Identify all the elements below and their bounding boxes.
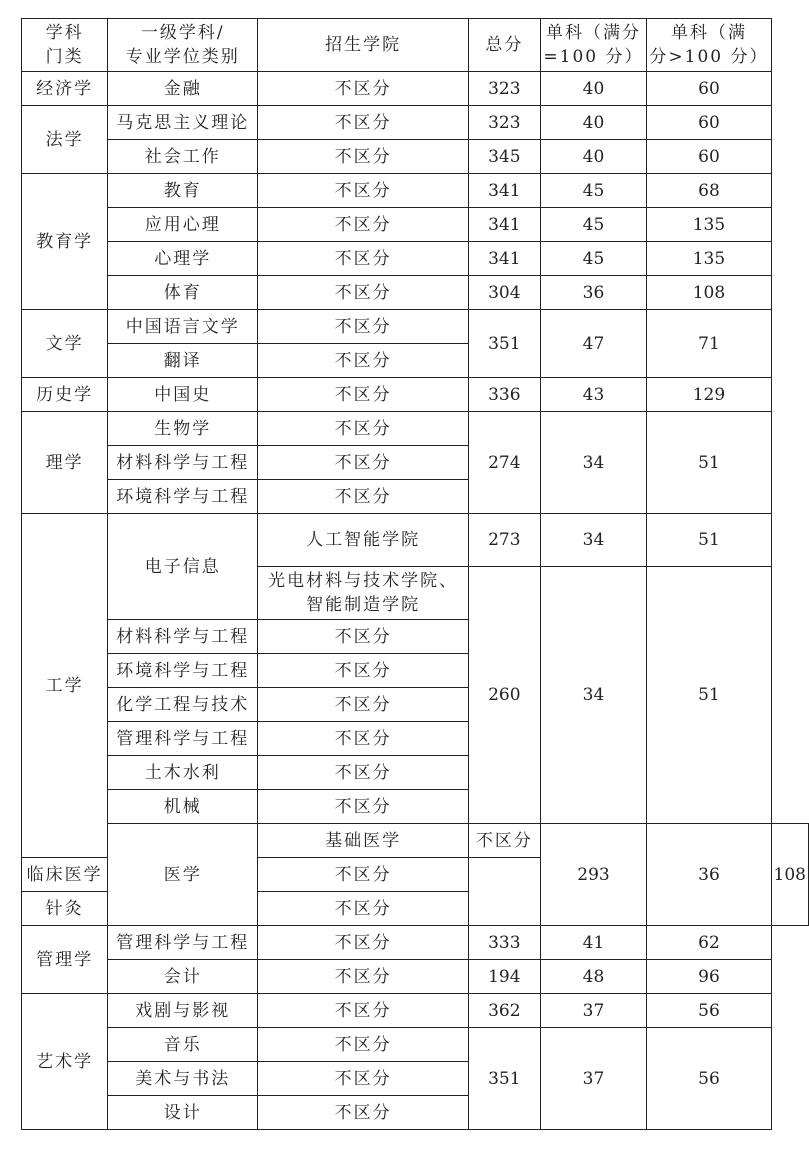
college-cell: 不区分 bbox=[258, 892, 469, 926]
discipline-cell: 中国语言文学 bbox=[108, 310, 258, 344]
single100-cell: 37 bbox=[540, 994, 647, 1028]
single-over100-cell: 129 bbox=[647, 378, 771, 412]
single100-cell: 47 bbox=[540, 310, 647, 378]
score-table-wrapper bbox=[21, 18, 809, 1130]
single-over100-cell: 135 bbox=[647, 208, 771, 242]
table-row bbox=[22, 276, 809, 310]
college-cell: 不区分 bbox=[258, 756, 469, 790]
college-cell: 不区分 bbox=[258, 926, 469, 960]
single-over100-cell: 51 bbox=[647, 567, 771, 824]
category-cell: 教育学 bbox=[22, 174, 108, 310]
college-cell: 不区分 bbox=[258, 174, 469, 208]
category-cell: 艺术学 bbox=[22, 994, 108, 1130]
category-cell: 工学 bbox=[22, 514, 108, 858]
single100-cell: 34 bbox=[540, 514, 647, 567]
single-over100-cell: 135 bbox=[647, 242, 771, 276]
header-single-over100: 单科（满 分>100 分） bbox=[647, 19, 771, 72]
single-over100-cell: 56 bbox=[647, 994, 771, 1028]
single100-cell: 43 bbox=[540, 378, 647, 412]
discipline-cell: 中国史 bbox=[108, 378, 258, 412]
single-over100-cell: 51 bbox=[647, 514, 771, 567]
single-over100-cell: 51 bbox=[647, 412, 771, 514]
category-cell: 管理学 bbox=[22, 926, 108, 994]
discipline-cell: 设计 bbox=[108, 1096, 258, 1130]
total-cell: 304 bbox=[469, 276, 540, 310]
table-row bbox=[22, 310, 809, 344]
college-cell: 不区分 bbox=[469, 824, 540, 858]
college-cell: 不区分 bbox=[258, 620, 469, 654]
discipline-cell: 材料科学与工程 bbox=[108, 620, 258, 654]
total-cell: 336 bbox=[469, 378, 540, 412]
single100-cell: 41 bbox=[540, 926, 647, 960]
single100-cell: 40 bbox=[540, 140, 647, 174]
discipline-cell: 环境科学与工程 bbox=[108, 480, 258, 514]
table-row bbox=[22, 72, 809, 106]
single-over100-cell: 108 bbox=[771, 824, 808, 926]
category-cell: 医学 bbox=[108, 824, 258, 926]
college-cell: 不区分 bbox=[258, 722, 469, 756]
total-cell: 323 bbox=[469, 106, 540, 140]
discipline-cell: 应用心理 bbox=[108, 208, 258, 242]
discipline-cell: 环境科学与工程 bbox=[108, 654, 258, 688]
college-cell: 不区分 bbox=[258, 446, 469, 480]
discipline-cell: 戏剧与影视 bbox=[108, 994, 258, 1028]
discipline-cell: 土木水利 bbox=[108, 756, 258, 790]
college-cell: 不区分 bbox=[258, 654, 469, 688]
total-cell: 273 bbox=[469, 514, 540, 567]
single-over100-cell: 60 bbox=[647, 140, 771, 174]
single100-cell: 37 bbox=[540, 1028, 647, 1130]
discipline-cell: 临床医学 bbox=[22, 858, 108, 892]
total-cell: 260 bbox=[469, 567, 540, 824]
header-category: 学科 门类 bbox=[22, 19, 108, 72]
discipline-cell: 管理科学与工程 bbox=[108, 926, 258, 960]
discipline-cell: 体育 bbox=[108, 276, 258, 310]
college-cell: 不区分 bbox=[258, 72, 469, 106]
table-row bbox=[22, 208, 809, 242]
college-cell: 不区分 bbox=[258, 412, 469, 446]
discipline-cell: 金融 bbox=[108, 72, 258, 106]
table-row bbox=[22, 174, 809, 208]
discipline-cell: 会计 bbox=[108, 960, 258, 994]
single-over100-cell: 60 bbox=[647, 106, 771, 140]
discipline-cell: 美术与书法 bbox=[108, 1062, 258, 1096]
single100-cell: 45 bbox=[540, 208, 647, 242]
table-row bbox=[22, 140, 809, 174]
table-row bbox=[22, 926, 809, 960]
total-cell: 194 bbox=[469, 960, 540, 994]
discipline-cell: 翻译 bbox=[108, 344, 258, 378]
discipline-cell: 教育 bbox=[108, 174, 258, 208]
college-cell: 不区分 bbox=[258, 994, 469, 1028]
category-cell: 理学 bbox=[22, 412, 108, 514]
table-row bbox=[22, 994, 809, 1028]
single-over100-cell: 60 bbox=[647, 72, 771, 106]
discipline-cell: 电子信息 bbox=[108, 514, 258, 620]
single-over100-cell: 68 bbox=[647, 174, 771, 208]
college-cell: 不区分 bbox=[258, 480, 469, 514]
discipline-cell: 生物学 bbox=[108, 412, 258, 446]
single100-cell: 45 bbox=[540, 242, 647, 276]
single-over100-cell: 62 bbox=[647, 926, 771, 960]
single-over100-cell: 71 bbox=[647, 310, 771, 378]
total-cell: 341 bbox=[469, 174, 540, 208]
college-cell: 不区分 bbox=[258, 1062, 469, 1096]
total-cell: 351 bbox=[469, 1028, 540, 1130]
college-cell: 不区分 bbox=[258, 1096, 469, 1130]
college-cell: 不区分 bbox=[258, 310, 469, 344]
single100-cell: 48 bbox=[540, 960, 647, 994]
header-row bbox=[22, 19, 809, 72]
single100-cell: 36 bbox=[647, 824, 771, 926]
total-cell: 293 bbox=[540, 824, 647, 926]
discipline-cell: 社会工作 bbox=[108, 140, 258, 174]
single100-cell: 40 bbox=[540, 72, 647, 106]
total-cell: 274 bbox=[469, 412, 540, 514]
single100-cell: 36 bbox=[540, 276, 647, 310]
discipline-cell: 机械 bbox=[108, 790, 258, 824]
college-cell: 不区分 bbox=[258, 1028, 469, 1062]
total-cell: 341 bbox=[469, 242, 540, 276]
discipline-cell: 音乐 bbox=[108, 1028, 258, 1062]
discipline-cell: 心理学 bbox=[108, 242, 258, 276]
discipline-cell: 基础医学 bbox=[258, 824, 469, 858]
single100-cell: 45 bbox=[540, 174, 647, 208]
total-cell: 345 bbox=[469, 140, 540, 174]
header-college: 招生学院 bbox=[258, 19, 469, 72]
total-cell: 351 bbox=[469, 310, 540, 378]
table-row bbox=[22, 1028, 809, 1062]
college-cell: 不区分 bbox=[258, 378, 469, 412]
college-cell: 不区分 bbox=[258, 276, 469, 310]
category-cell: 历史学 bbox=[22, 378, 108, 412]
college-cell: 人工智能学院 bbox=[258, 514, 469, 567]
college-cell: 不区分 bbox=[258, 208, 469, 242]
college-cell: 不区分 bbox=[258, 344, 469, 378]
college-cell: 不区分 bbox=[258, 242, 469, 276]
college-cell: 光电材料与技术学院、 智能制造学院 bbox=[258, 567, 469, 620]
category-cell: 法学 bbox=[22, 106, 108, 174]
discipline-cell: 材料科学与工程 bbox=[108, 446, 258, 480]
category-cell: 经济学 bbox=[22, 72, 108, 106]
table-row bbox=[22, 960, 809, 994]
single100-cell: 34 bbox=[540, 567, 647, 824]
table-row bbox=[22, 824, 809, 858]
college-cell: 不区分 bbox=[258, 960, 469, 994]
table-row bbox=[22, 378, 809, 412]
table-row bbox=[22, 242, 809, 276]
total-cell: 333 bbox=[469, 926, 540, 960]
header-single-100: 单科（满分 =100 分） bbox=[540, 19, 647, 72]
college-cell: 不区分 bbox=[258, 790, 469, 824]
single-over100-cell: 96 bbox=[647, 960, 771, 994]
total-cell: 362 bbox=[469, 994, 540, 1028]
discipline-cell: 针灸 bbox=[22, 892, 108, 926]
score-table bbox=[21, 18, 809, 1130]
table-row bbox=[22, 514, 809, 567]
single100-cell: 40 bbox=[540, 106, 647, 140]
college-cell: 不区分 bbox=[258, 688, 469, 722]
table-row bbox=[22, 106, 809, 140]
discipline-cell: 马克思主义理论 bbox=[108, 106, 258, 140]
table-row bbox=[22, 412, 809, 446]
discipline-cell: 管理科学与工程 bbox=[108, 722, 258, 756]
college-cell: 不区分 bbox=[258, 140, 469, 174]
single-over100-cell: 56 bbox=[647, 1028, 771, 1130]
header-discipline: 一级学科/ 专业学位类别 bbox=[108, 19, 258, 72]
college-cell: 不区分 bbox=[258, 106, 469, 140]
total-cell: 341 bbox=[469, 208, 540, 242]
single-over100-cell: 108 bbox=[647, 276, 771, 310]
single100-cell: 34 bbox=[540, 412, 647, 514]
discipline-cell: 化学工程与技术 bbox=[108, 688, 258, 722]
category-cell: 文学 bbox=[22, 310, 108, 378]
college-cell: 不区分 bbox=[258, 858, 469, 892]
total-cell: 323 bbox=[469, 72, 540, 106]
header-total: 总分 bbox=[469, 19, 540, 72]
